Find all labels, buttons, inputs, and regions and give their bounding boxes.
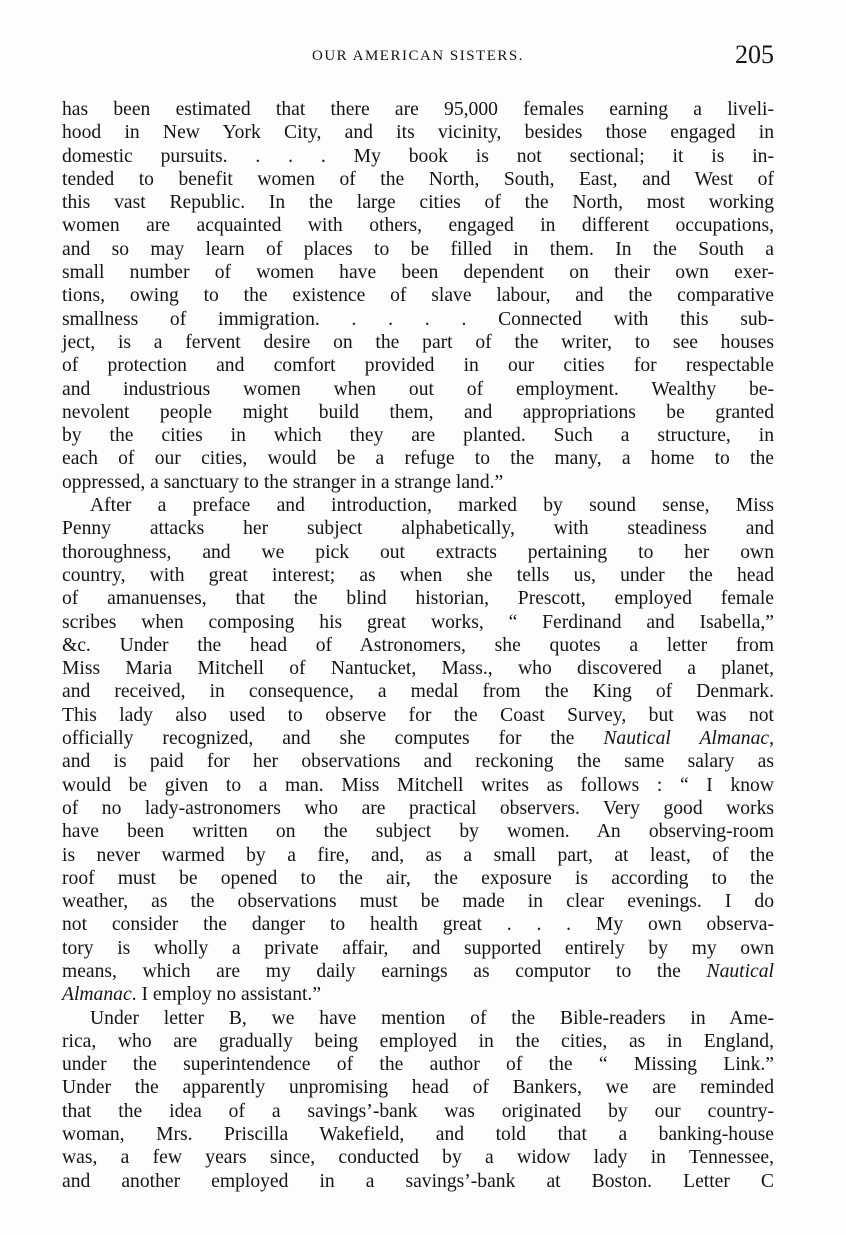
text-line: tended to benefit women of the North, South, East, and West of [62, 168, 774, 190]
text-line: oppressed, a sanctuary to the stranger in a strange land.” [62, 471, 504, 493]
text-line: domestic pursuits. . . . My book is not sectional; it is in- [62, 145, 774, 167]
page-number: 205 [735, 40, 774, 69]
text-line: by the cities in which they are planted. Such a structure, in [62, 425, 774, 447]
text-line: After a preface and introduction, marked by sound sense, Miss [90, 495, 774, 517]
text-line: officially recognized, and she computes for the Nautical Almanac, [62, 728, 774, 750]
text-line: woman, Mrs. Priscilla Wakefield, and told that a banking-house [62, 1124, 774, 1146]
text-line: Almanac. I employ no assistant.” [62, 984, 322, 1006]
text-line: each of our cities, would be a refuge to the many, a home to the [62, 448, 774, 470]
text-line: weather, as the observations must be made in clear evenings. I do [62, 891, 774, 913]
text-line: and another employed in a savings’-bank at Boston. Letter C [62, 1170, 774, 1192]
text-line: and industrious women when out of employment. Wealthy be- [62, 378, 774, 400]
text-line: tions, owing to the existence of slave labour, and the comparative [62, 285, 774, 307]
text-line: small number of women have been dependent on their own exer- [62, 262, 774, 284]
text-line: this vast Republic. In the large cities of the North, most working [62, 192, 774, 214]
text-line: under the superintendence of the author of the “ Missing Link.” [62, 1054, 774, 1076]
text-line: thoroughness, and we pick out extracts pertaining to her own [62, 541, 774, 563]
text-line: country, with great interest; as when she tells us, under the head [62, 564, 774, 586]
text-line: scribes when composing his great works, “ Ferdinand and Isabella,” [62, 611, 774, 633]
text-line: Penny attacks her subject alphabetically, with steadiness and [62, 518, 774, 540]
text-line: &c. Under the head of Astronomers, she quotes a letter from [62, 634, 774, 656]
body-text [62, 98, 774, 1193]
text-line: and so may learn of places to be filled in them. In the South a [62, 238, 774, 260]
text-line: and is paid for her observations and reckoning the same salary as [62, 751, 774, 773]
text-line: smallness of immigration. . . . . Connected with this sub- [62, 308, 774, 330]
text-line: This lady also used to observe for the Coast Survey, but was not [62, 704, 774, 726]
text-line: means, which are my daily earnings as computor to the Nautical [62, 960, 774, 982]
text-line: not consider the danger to health great . . . My own observa- [62, 914, 774, 936]
text-line: has been estimated that there are 95,000 females earning a liveli- [62, 99, 774, 120]
text-line: Under the apparently unpromising head of Bankers, we are reminded [62, 1077, 774, 1099]
text-line: and received, in consequence, a medal from the King of Denmark. [62, 681, 774, 703]
text-line: of no lady-astronomers who are practical observers. Very good works [62, 797, 774, 819]
running-title: OUR AMERICAN SISTERS. [312, 48, 524, 64]
text-line: of amanuenses, that the blind historian, Prescott, employed female [62, 588, 774, 610]
text-line: would be given to a man. Miss Mitchell writes as follows : “ I know [62, 774, 774, 796]
text-line: of protection and comfort provided in our cities for respectable [62, 355, 774, 377]
text-line: tory is wholly a private affair, and supported entirely by my own [62, 937, 774, 959]
text-line: have been written on the subject by women. An observing-room [62, 821, 774, 843]
text-line: Miss Maria Mitchell of Nantucket, Mass., who discovered a planet, [62, 658, 774, 680]
text-line: is never warmed by a fire, and, as a small part, at least, of the [62, 844, 774, 866]
book-page [62, 40, 774, 1193]
text-line: roof must be opened to the air, the exposure is according to the [62, 867, 774, 889]
text-line: hood in New York City, and its vicinity, besides those engaged in [62, 122, 774, 144]
text-line: Under letter B, we have mention of the Bible-readers in Ame- [90, 1007, 774, 1029]
text-line: that the idea of a savings’-bank was originated by our country- [62, 1100, 774, 1122]
running-head [62, 40, 774, 74]
text-line: was, a few years since, conducted by a widow lady in Tennessee, [62, 1147, 774, 1169]
text-line: ject, is a fervent desire on the part of the writer, to see houses [62, 331, 774, 353]
text-line: nevolent people might build them, and appropriations be granted [62, 401, 774, 423]
text-line: women are acquainted with others, engaged in different occupations, [62, 215, 774, 237]
text-line: rica, who are gradually being employed in the cities, as in England, [62, 1030, 774, 1052]
